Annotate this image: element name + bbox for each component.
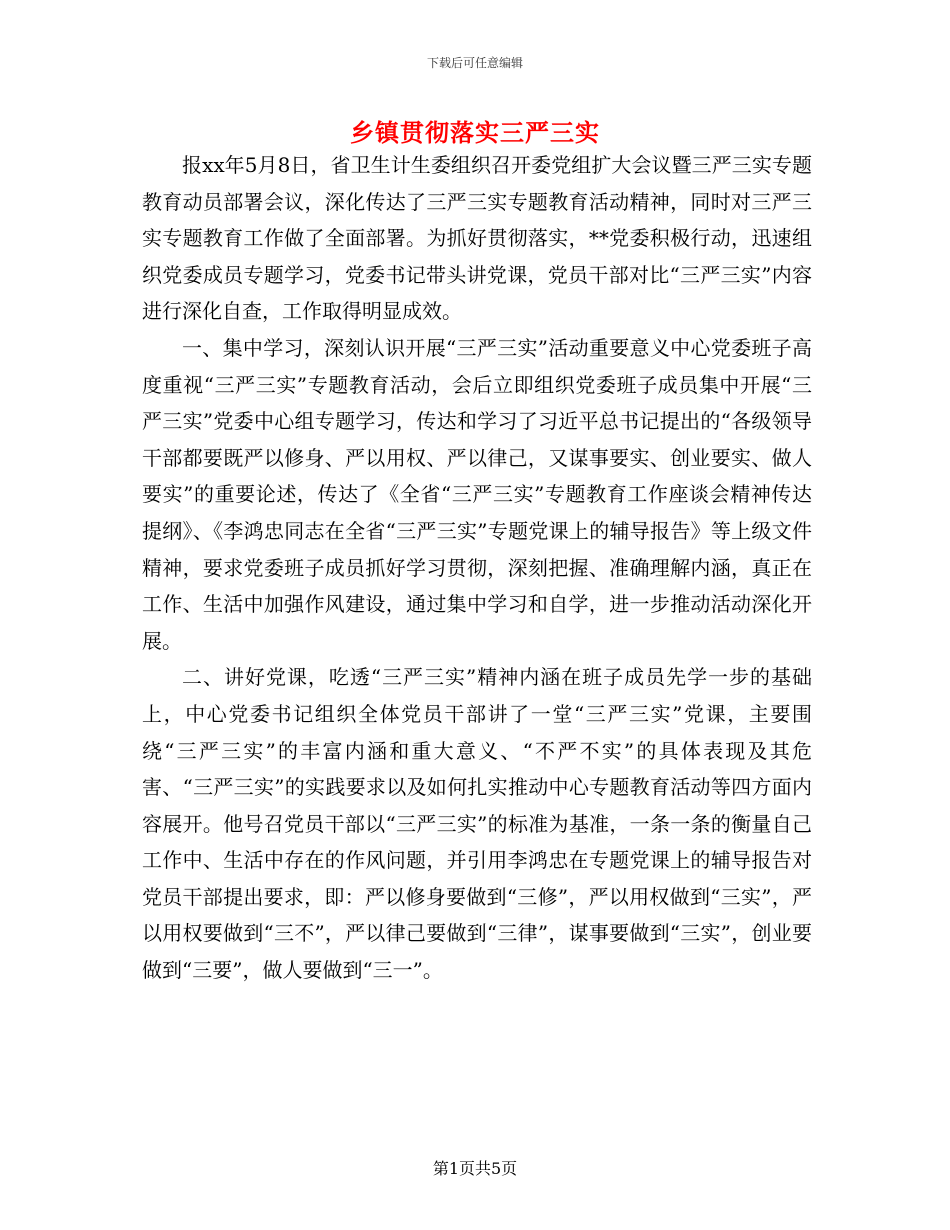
- page-number: 第1页共5页: [432, 1159, 518, 1178]
- header-note: 下载后可任意编辑: [426, 56, 523, 70]
- paragraph-intro: 报xx年5月8日，省卫生计生委组织召开委党组扩大会议暨三严三实专题教育动员部署会议，深化传达了三严三实专题教育活动精神，同时对三严三实专题教育工作做了全面部署。为抓好贯彻落实，**党委积极行动，迅速组织党委成员专题学习，党委书记带头讲党课，党员干部对比“三严三实”内容进行深化自查，工作取得明显成效。: [142, 153, 812, 324]
- document-body: [142, 147, 812, 989]
- paragraph-section-1: 一、集中学习，深刻认识开展“三严三实”活动重要意义中心党委班子高度重视“三严三实”专题教育活动，会后立即组织党委班子成员集中开展“三严三实”党委中心组专题学习，传达和学习了习近平总书记提出的“各级领导干部都要既严以修身、严以用权、严以律己，又谋事要实、创业要实、做人要实”的重要论述，传达了《全省“三严三实”专题教育工作座谈会精神传达提纲》、《李鸿忠同志在全省“三严三实”专题党课上的辅导报告》等上级文件精神，要求党委班子成员抓好学习贯彻，深刻把握、准确理解内涵，真正在工作、生活中加强作风建设，通过集中学习和自学，进一步推动活动深化开展。: [142, 335, 812, 653]
- paragraph-section-2: 二、讲好党课，吃透“三严三实”精神内涵在班子成员先学一步的基础上，中心党委书记组织全体党员干部讲了一堂“三严三实”党课，主要围绕“三严三实”的丰富内涵和重大意义、“不严不实”的具体表现及其危害、“三严三实”的实践要求以及如何扎实推动中心专题教育活动等四方面内容展开。他号召党员干部以“三严三实”的标准为基准，一条一条的衡量自己工作中、生活中存在的作风问题，并引用李鸿忠在专题党课上的辅导报告对党员干部提出要求，即：严以修身要做到“三修”，严以用权做到“三实”，严以用权要做到“三不”，严以律己要做到“三律”，谋事要做到“三实”，创业要做到“三要”，做人要做到“三一”。: [142, 665, 812, 983]
- document-title: 乡镇贯彻落实三严三实: [350, 119, 600, 147]
